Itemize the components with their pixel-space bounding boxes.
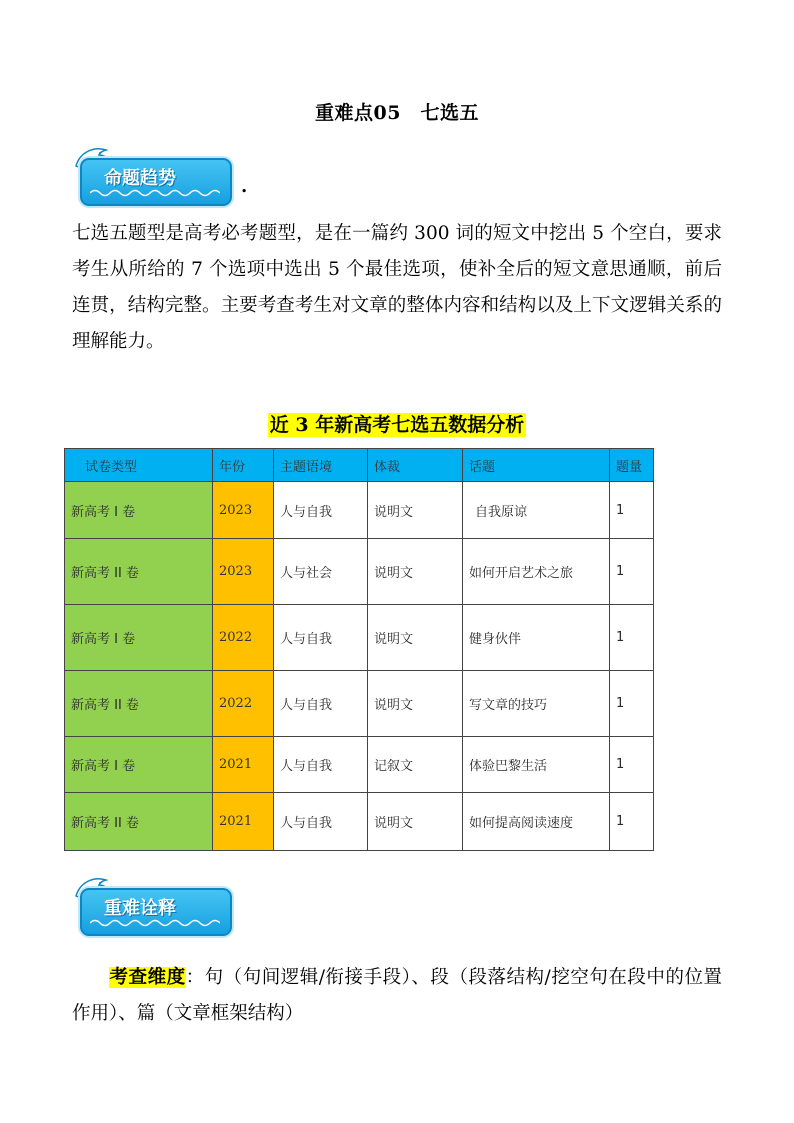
- cell-type: 新高考 I 卷: [65, 482, 213, 539]
- table-header-row: [65, 449, 654, 482]
- intro-paragraph: 七选五题型是高考必考题型，是在一篇约 300 词的短文中挖出 5 个空白，要求考生从所给的 7 个选项中选出 5 个最佳选项，使补全后的短文意思通顺，前后连贯，结构完整。主要考查考生对文章的整体内容和结构以及上下文逻辑关系的理解能力。: [72, 223, 722, 352]
- cell-topic: 自我原谅: [463, 482, 610, 539]
- header-cell: 题量: [610, 449, 654, 482]
- table-row: [65, 793, 654, 851]
- cell-year: 2023: [213, 539, 274, 605]
- header-cell: 话题: [463, 449, 610, 482]
- cell-count: 1: [610, 539, 654, 605]
- wave-icon: [90, 188, 220, 198]
- cell-count: 1: [610, 605, 654, 671]
- cell-year: 2022: [213, 605, 274, 671]
- badge-label: 重难诠释: [104, 898, 176, 919]
- cell-genre: 说明文: [368, 605, 463, 671]
- cell-context: 人与自我: [274, 793, 368, 851]
- wave-icon: [90, 918, 220, 928]
- cell-year: 2022: [213, 671, 274, 737]
- table-row: [65, 737, 654, 793]
- table-row: [65, 539, 654, 605]
- cell-year: 2023: [213, 482, 274, 539]
- dimension-text: ：句（句间逻辑/衔接手段）、段（段落结构/挖空句在段中的位置作用）、篇（文章框架结构）: [72, 967, 722, 1024]
- dimension-paragraph: [72, 960, 722, 1032]
- table-title-text: 近 3 年新高考七选五数据分析: [269, 414, 525, 436]
- header-cell: 试卷类型: [65, 449, 213, 482]
- cell-context: 人与自我: [274, 605, 368, 671]
- cell-topic: 健身伙伴: [463, 605, 610, 671]
- table-row: [65, 482, 654, 539]
- section-badge-explain: [72, 880, 232, 938]
- cell-type: 新高考 II 卷: [65, 793, 213, 851]
- cell-topic: 体验巴黎生活: [463, 737, 610, 793]
- cell-genre: 说明文: [368, 482, 463, 539]
- header-cell: 主题语境: [274, 449, 368, 482]
- cell-context: 人与自我: [274, 737, 368, 793]
- cell-count: 1: [610, 737, 654, 793]
- cell-context: 人与自我: [274, 671, 368, 737]
- cell-count: 1: [610, 793, 654, 851]
- data-table: [64, 448, 654, 851]
- cell-topic: 如何开启艺术之旅: [463, 539, 610, 605]
- table-title: [0, 410, 794, 437]
- cell-context: 人与社会: [274, 539, 368, 605]
- cell-year: 2021: [213, 737, 274, 793]
- header-cell: 体裁: [368, 449, 463, 482]
- cell-topic: 写文章的技巧: [463, 671, 610, 737]
- cell-type: 新高考 II 卷: [65, 539, 213, 605]
- cell-genre: 说明文: [368, 671, 463, 737]
- trailing-dot: .: [241, 176, 248, 197]
- cell-type: 新高考 I 卷: [65, 605, 213, 671]
- cell-genre: 记叙文: [368, 737, 463, 793]
- cell-type: 新高考 I 卷: [65, 737, 213, 793]
- badge-label: 命题趋势: [104, 168, 176, 189]
- cell-year: 2021: [213, 793, 274, 851]
- cell-topic: 如何提高阅读速度: [463, 793, 610, 851]
- cell-context: 人与自我: [274, 482, 368, 539]
- header-cell: 年份: [213, 449, 274, 482]
- cell-genre: 说明文: [368, 793, 463, 851]
- cell-count: 1: [610, 671, 654, 737]
- cell-type: 新高考 II 卷: [65, 671, 213, 737]
- cell-count: 1: [610, 482, 654, 539]
- table-row: [65, 671, 654, 737]
- cell-genre: 说明文: [368, 539, 463, 605]
- page-title: 重难点05 七选五: [315, 102, 479, 124]
- dimension-label: 考查维度: [109, 967, 186, 988]
- section-badge-trend: [72, 150, 232, 208]
- table-row: [65, 605, 654, 671]
